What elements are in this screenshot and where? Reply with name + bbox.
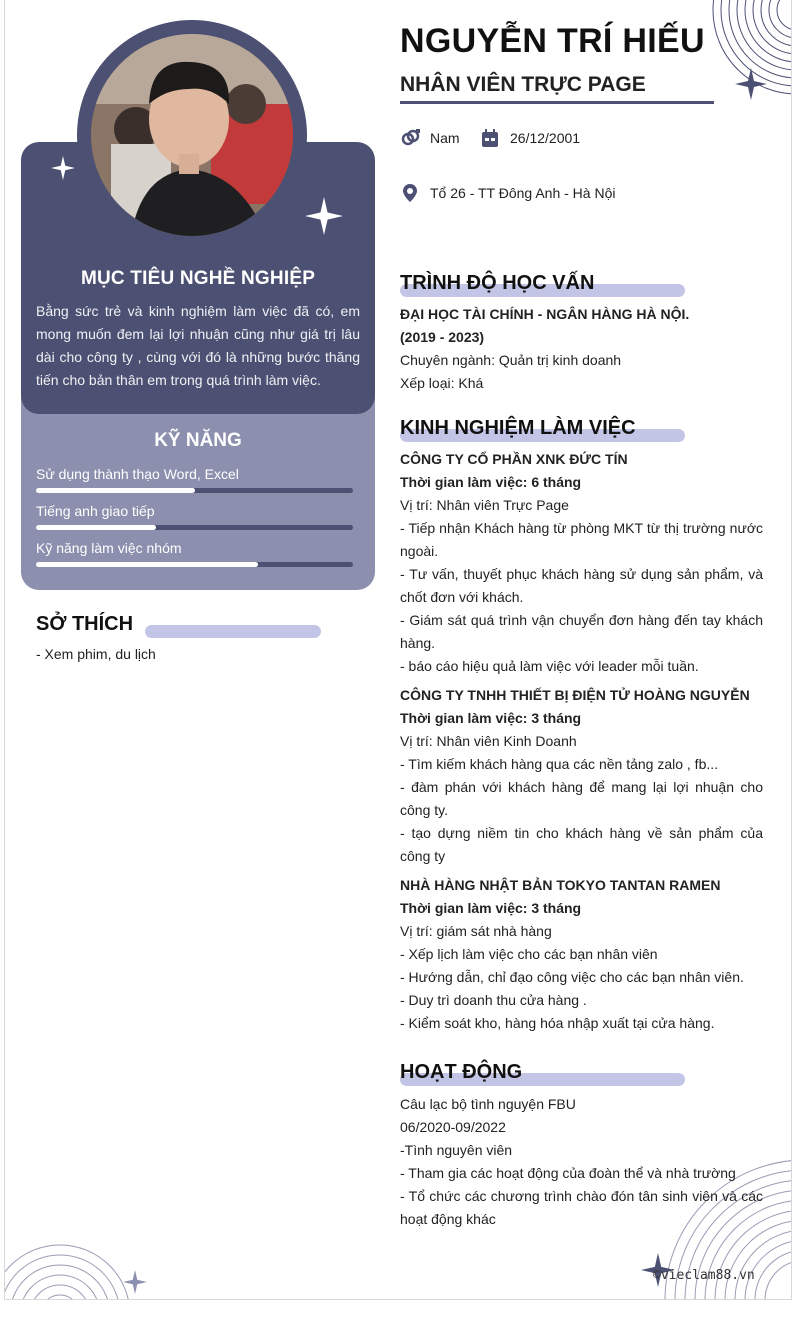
skill-bar [36,488,353,493]
skill-label: Sử dụng thành thạo Word, Excel [36,466,239,482]
skills-title: KỸ NĂNG [154,430,242,451]
skill-item [36,466,353,493]
job-duty: - Kiểm soát kho, hàng hóa nhập xuất tại cửa hàng. [400,1015,715,1031]
address-info [400,183,615,203]
job-title: NHÂN VIÊN TRỰC PAGE [400,73,646,96]
skill-bar [36,525,353,530]
job-company: CÔNG TY TNHH THIẾT BỊ ĐIỆN TỬ HOÀNG NGUYỄN [400,687,750,703]
skill-bar [36,562,353,567]
job-duty: - Tiếp nhận Khách hàng từ phòng MKT từ thị trường nước ngoài. [400,520,763,559]
job-duration: Thời gian làm việc: 6 tháng [400,474,582,490]
skill-label: Tiếng anh giao tiếp [36,503,155,519]
watermark: ©vieclam88.vn [653,1268,755,1283]
map-pin-icon [400,183,420,203]
job-duty: - Duy trì doanh thu cửa hàng . [400,992,587,1008]
job-duration: Thời gian làm việc: 3 tháng [400,900,582,916]
avatar [91,34,293,236]
calendar-icon [480,128,500,148]
education-years: (2019 - 2023) [400,329,485,345]
resume-page [4,0,792,1300]
gender-info [400,128,460,148]
education-block [400,303,763,395]
activities-block [400,1093,763,1231]
education-title: TRÌNH ĐỘ HỌC VẤN [400,272,595,294]
education-rank: Xếp loại: Khá [400,375,484,391]
education-major: Chuyên ngành: Quản trị kinh doanh [400,352,622,368]
skill-label: Kỹ năng làm việc nhóm [36,540,182,556]
objective-text: Bằng sức trẻ và kinh nghiệm làm việc đã có, em mong muốn đem lại lợi nhuận cũng như giá trị lâu dài cho công ty , cùng với đó là những bước thăng tiến cho bản thân em trong quá trình làm việc. [36,303,360,388]
activity-line: - Tham gia các hoạt động của đoàn thể và nhà trường [400,1165,736,1181]
job-duty: - tạo dựng niềm tin cho khách hàng về sản phẩm của công ty [400,825,763,864]
hobbies-text: - Xem phim, du lịch [36,646,156,662]
experience-title: KINH NGHIỆM LÀM VIỆC [400,417,636,439]
hobbies-title: SỞ THÍCH [36,613,134,635]
title-divider [400,101,714,104]
job-entry [400,448,763,678]
job-position: Vị trí: giám sát nhà hàng [400,923,552,939]
job-entry [400,874,763,1035]
skill-fill [36,562,258,567]
sparkle-icon [51,155,75,186]
skill-item [36,540,353,567]
job-position: Vị trí: Nhân viên Trực Page [400,497,569,513]
job-duty: - Hướng dẫn, chỉ đạo công việc cho các bạn nhân viên. [400,969,744,985]
objective-title: MỤC TIÊU NGHỀ NGHIỆP [80,268,316,289]
section-highlight [145,625,321,638]
job-duration: Thời gian làm việc: 3 tháng [400,710,582,726]
experience-block [400,448,763,1041]
sparkle-icon [305,196,343,241]
job-duty: - báo cáo hiệu quả làm việc với leader mỗi tuần. [400,658,699,674]
decorative-rings-bottom-left [5,1240,135,1300]
skill-fill [36,525,156,530]
job-duty: - đàm phán với khách hàng để mang lại lợi nhuận cho công ty. [400,779,763,818]
job-duty: - Giám sát quá trình vận chuyển đơn hàng đến tay khách hàng. [400,612,763,651]
job-duty: - Tư vấn, thuyết phục khách hàng sử dụng sản phẩm, và chốt đơn với khách. [400,566,763,605]
activity-line: Câu lạc bộ tình nguyện FBU [400,1096,576,1112]
job-company: NHÀ HÀNG NHẬT BẢN TOKYO TANTAN RAMEN [400,877,721,893]
candidate-name: NGUYỄN TRÍ HIẾU [400,22,705,60]
job-company: CÔNG TY CỔ PHẦN XNK ĐỨC TÍN [400,451,628,467]
skill-item [36,503,353,530]
job-entry [400,684,763,868]
activity-line: - Tổ chức các chương trình chào đón tân sinh viên và các hoạt động khác [400,1188,763,1227]
education-school: ĐẠI HỌC TÀI CHÍNH - NGÂN HÀNG HÀ NỘI. [400,306,690,322]
address-value: Tổ 26 - TT Đông Anh - Hà Nội [430,185,616,201]
birthdate-info [480,128,580,148]
sparkle-icon [735,68,767,105]
job-duty: - Xếp lịch làm việc cho các bạn nhân viên [400,946,658,962]
job-duty: - Tìm kiếm khách hàng qua các nền tảng zalo , fb... [400,756,719,772]
activity-line: 06/2020-09/2022 [400,1119,506,1135]
activity-line: -Tình nguyên viên [400,1142,513,1158]
gender-value: Nam [430,130,460,146]
gender-icon [400,128,420,148]
skill-fill [36,488,195,493]
job-position: Vị trí: Nhân viên Kinh Doanh [400,733,577,749]
sparkle-icon [123,1270,147,1299]
activities-title: HOẠT ĐỘNG [400,1061,523,1083]
birthdate-value: 26/12/2001 [510,130,581,146]
